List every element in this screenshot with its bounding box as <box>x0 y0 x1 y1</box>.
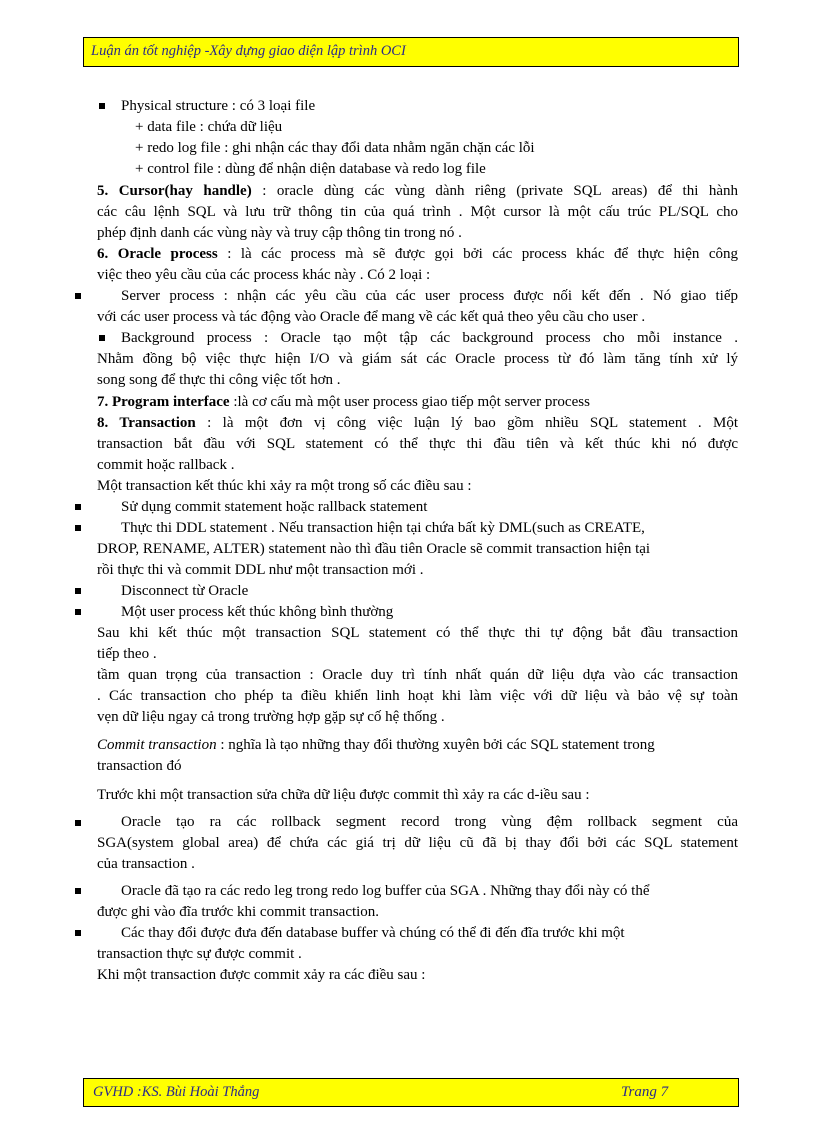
text-line: 7. Program interface :là cơ cấu mà một user process giao tiếp một server process <box>97 394 590 410</box>
bullet-icon <box>75 504 81 510</box>
text-line: 6. Oracle process : là các process mà sẽ được gọi bởi các process khác để thực hiện công <box>97 246 738 262</box>
header-title: Luận án tốt nghiệp -Xây dựng giao diện lập trình OCI <box>91 43 406 59</box>
text-line: transaction thực sự được commit . <box>97 946 302 962</box>
text-line: 8. Transaction : là một đơn vị công việc luận lý bao gồm nhiều SQL statement . Một <box>97 415 738 431</box>
bullet-icon <box>75 930 81 936</box>
text-line: phép định danh các vùng này và truy cập thông tin trong nó . <box>97 225 462 241</box>
advisor-label: GVHD :KS. Bùi Hoài Thắng <box>93 1084 260 1100</box>
footer-banner <box>83 1078 739 1107</box>
text-line: vẹn dữ liệu ngay cả trong trường hợp gặp sự cố hệ thống . <box>97 709 445 725</box>
section-heading: 8. Transaction <box>97 415 196 431</box>
bullet-icon <box>75 820 81 826</box>
page-number: Trang 7 <box>621 1084 669 1100</box>
text-line: + redo log file : ghi nhận các thay đổi data nhằm ngăn chặn các lỗi <box>135 140 535 156</box>
bullet-icon <box>75 888 81 894</box>
section-heading: 5. Cursor(hay handle) <box>97 183 252 199</box>
bullet-icon <box>75 293 81 299</box>
text-line: SGA(system global area) để chứa các giá trị dữ liệu cũ đã bị thay đổi bởi các SQL statement <box>97 835 738 851</box>
text-line: song song để thực thi công việc tốt hơn . <box>97 372 341 388</box>
text-line: . Các transaction cho phép ta điều khiển linh hoạt khi làm việc với dữ liệu và bảo vệ sự toàn <box>97 688 738 704</box>
bullet-icon <box>75 609 81 615</box>
text-line: các câu lệnh SQL và lưu trữ thông tin của quá trình . Một cursor là một cấu trúc PL/SQL cho <box>97 204 738 220</box>
text-line: DROP, RENAME, ALTER) statement nào thì đầu tiên Oracle sẽ commit transaction hiện tại <box>97 541 651 557</box>
text-line: với các user process và tác động vào Oracle để mang về các kết quả theo yêu cầu cho user . <box>97 309 646 325</box>
text-line: + control file : dùng để nhận diện database và redo log file <box>135 161 486 177</box>
text-line: transaction bắt đầu với SQL statement có thể thực thi đầu tiên và kết thúc khi nó được <box>97 436 738 452</box>
text-line: Một user process kết thúc không bình thường <box>121 604 394 620</box>
bullet-icon <box>99 103 105 109</box>
text-line: Disconnect từ Oracle <box>121 583 249 599</box>
text-line: tiếp theo . <box>97 646 157 662</box>
text-line: Các thay đổi được đưa đến database buffer và chúng có thể đi đến đĩa trước khi một <box>121 925 625 941</box>
text-line: transaction đó <box>97 758 182 774</box>
text-line: commit hoặc rallback . <box>97 457 235 473</box>
text-line: Nhằm đồng bộ việc thực hiện I/O và giám sát các Oracle process từ đó làm tăng tính xử lý <box>97 351 738 367</box>
text-line: rồi thực thi và commit DDL như một transaction mới . <box>97 562 424 578</box>
text-line: Commit transaction : nghĩa là tạo những thay đổi thường xuyên bởi các SQL statement trong <box>97 737 655 753</box>
text-line: Thực thi DDL statement . Nếu transaction hiện tại chứa bất kỳ DML(such as CREATE, <box>121 520 645 536</box>
header-banner <box>83 37 739 67</box>
section-heading: 6. Oracle process <box>97 246 218 262</box>
text-line: của transaction . <box>97 856 195 872</box>
text-line: Physical structure : có 3 loại file <box>121 98 316 114</box>
text-line: được ghi vào đĩa trước khi commit transaction. <box>97 904 380 920</box>
text-line: tầm quan trọng của transaction : Oracle duy trì tính nhất quán dữ liệu dựa vào các transaction <box>97 667 738 683</box>
text-line: Background process : Oracle tạo một tập các background process cho mỗi instance . <box>121 330 738 346</box>
text-line: Sau khi kết thúc một transaction SQL statement có thể thực thi tự động bắt đầu transaction <box>97 625 738 641</box>
bullet-icon <box>75 588 81 594</box>
text-line: việc theo yêu cầu của các process khác này . Có 2 loại : <box>97 267 431 283</box>
text-line: Trước khi một transaction sửa chữa dữ liệu được commit thì xảy ra các d-iều sau : <box>97 787 590 803</box>
bullet-icon <box>99 335 105 341</box>
term-label: Commit transaction <box>97 737 217 753</box>
text-line: Server process : nhận các yêu cầu của các user process được nối kết đến . Nó giao tiếp <box>121 288 738 304</box>
text-line: Oracle đã tạo ra các redo leg trong redo log buffer của SGA . Những thay đổi này có thể <box>121 883 650 899</box>
text-line: 5. Cursor(hay handle) : oracle dùng các vùng dành riêng (private SQL areas) để thi hành <box>97 183 738 199</box>
text-line: Sử dụng commit statement hoặc rallback statement <box>121 499 428 515</box>
text-line: Một transaction kết thúc khi xảy ra một trong số các điều sau : <box>97 478 472 494</box>
section-heading: 7. Program interface <box>97 394 230 410</box>
text-line: + data file : chứa dữ liệu <box>135 119 283 135</box>
text-line: Oracle tạo ra các rollback segment record trong vùng đệm rollback segment của <box>121 814 738 830</box>
text-line: Khi một transaction được commit xảy ra các điều sau : <box>97 967 426 983</box>
bullet-icon <box>75 525 81 531</box>
